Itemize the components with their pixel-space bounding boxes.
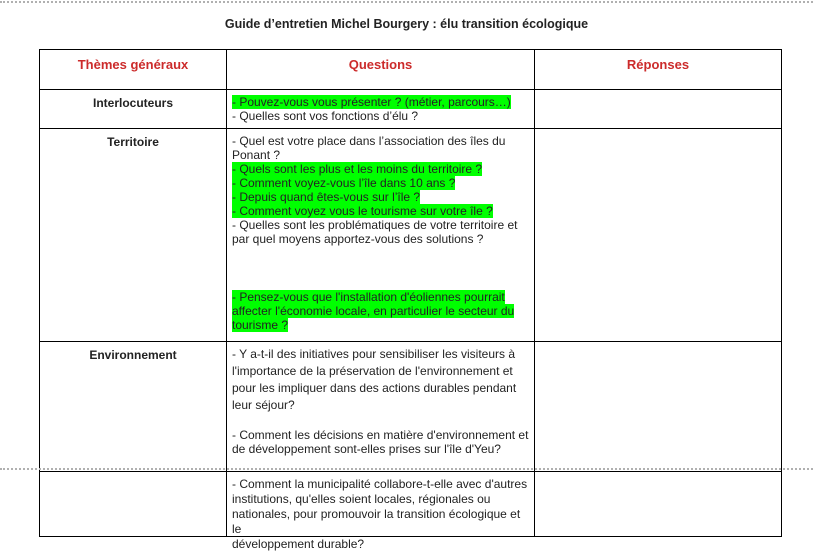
question-line: Ponant ?: [232, 148, 281, 162]
response-territoire[interactable]: [535, 129, 781, 341]
questions-interlocuteurs[interactable]: [227, 90, 535, 128]
table-row-collaboration: [39, 471, 782, 551]
theme-empty: [40, 472, 227, 536]
question-line: - Comment la municipalité collabore-t-elle avec d'autres: [232, 477, 528, 491]
question-line: - Y a-t-il des initiatives pour sensibiliser les visiteurs à: [232, 347, 516, 361]
page-break-top: [0, 1, 813, 3]
table-header-row: [39, 49, 782, 90]
spacer: [232, 276, 529, 290]
question-line: - Quels sont les plus et les moins du territoire ?: [232, 162, 483, 176]
response-interlocuteurs[interactable]: [535, 90, 781, 128]
question-line: - Quelles sont les problématiques de votre territoire et: [232, 218, 518, 232]
response-collaboration[interactable]: [535, 472, 781, 536]
question-line: tourisme ?: [232, 318, 289, 332]
theme-environnement: Environnement: [40, 342, 227, 472]
question-line: affecter l'économie locale, en particulier le secteur du: [232, 304, 515, 318]
question-line: - Quel est votre place dans l’association des îles du: [232, 134, 506, 148]
question-line: pour les impliquer dans des actions durables pendant: [232, 381, 517, 395]
document-title: Guide d’entretien Michel Bourgery : élu transition écologique: [224, 17, 589, 31]
question-line: - Pouvez-vous vous présenter ? (métier, parcours…): [232, 95, 511, 109]
table-row-environnement: [39, 342, 782, 472]
questions-territoire[interactable]: [227, 129, 535, 341]
question-line: institutions, qu'elles soient locales, régionales ou: [232, 492, 491, 506]
question-line: développement durable?: [232, 537, 365, 551]
spacer: [232, 414, 529, 428]
theme-territoire: Territoire: [40, 129, 227, 341]
question-line: - Depuis quand êtes-vous sur l’île ?: [232, 190, 421, 204]
theme-interlocuteurs: Interlocuteurs: [40, 90, 227, 128]
page-break: [0, 468, 813, 470]
question-line: par quel moyens apportez-vous des solutions ?: [232, 232, 484, 246]
questions-environnement[interactable]: [227, 342, 535, 472]
header-questions: Questions: [227, 50, 535, 89]
question-line: - Comment voyez vous le tourisme sur votre île ?: [232, 204, 493, 218]
header-responses: Réponses: [626, 57, 690, 72]
question-line: - Quelles sont vos fonctions d’élu ?: [232, 109, 419, 123]
response-environnement[interactable]: [535, 342, 781, 472]
table-row-interlocuteurs: [39, 90, 782, 129]
question-line: - Pensez-vous que l'installation d'éoliennes pourrait: [232, 290, 505, 304]
table-row-territoire: [39, 129, 782, 342]
question-line: l'importance de la préservation de l'environnement et: [232, 364, 513, 378]
question-line: leur séjour?: [232, 398, 295, 412]
spacer: [232, 246, 529, 276]
header-themes: Thèmes généraux: [40, 50, 227, 89]
question-line: - Comment voyez-vous l’île dans 10 ans ?: [232, 176, 456, 190]
questions-collaboration[interactable]: [227, 472, 535, 551]
question-line: - Comment les décisions en matière d'environnement et: [232, 428, 529, 442]
question-line: de développement sont-elles prises sur l'île d'Yeu?: [232, 442, 501, 456]
question-line: nationales, pour promouvoir la transition écologique et le: [232, 507, 521, 536]
